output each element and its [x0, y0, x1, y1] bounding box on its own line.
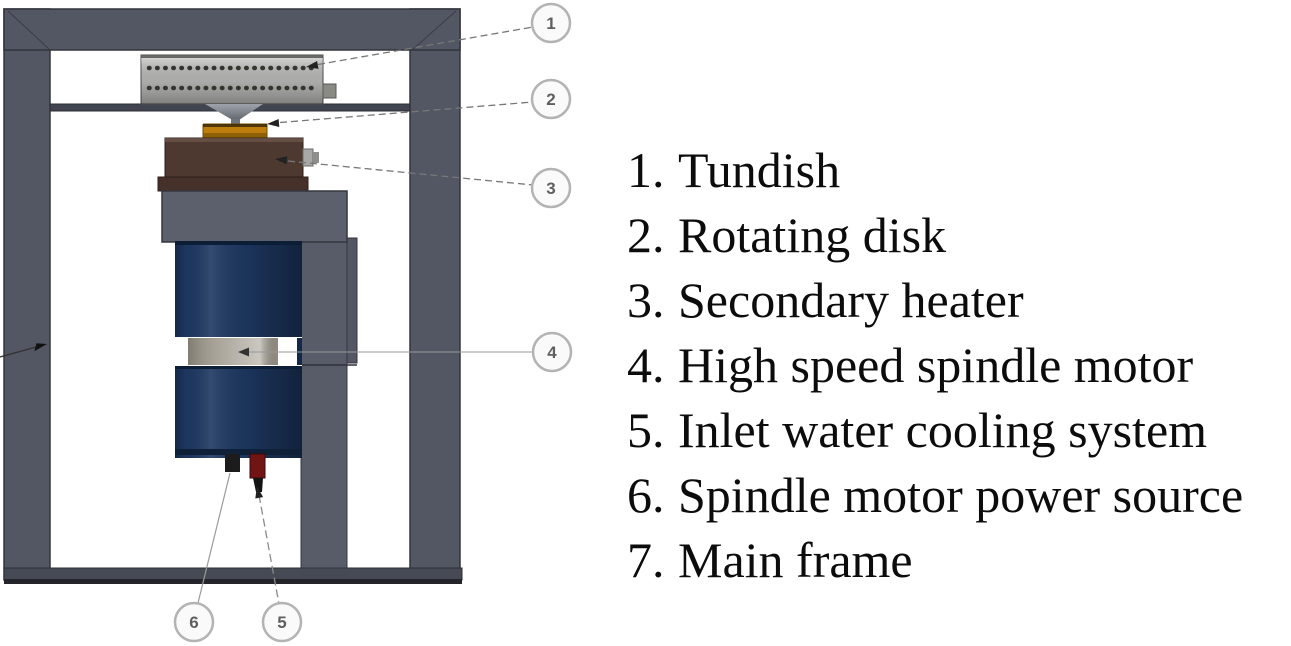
legend-item-label: Spindle motor power source	[678, 467, 1244, 523]
legend-item-label: Main frame	[678, 532, 913, 588]
main-frame-bottom-bar	[4, 568, 462, 580]
secondary-heater	[158, 138, 319, 191]
legend-item-secondary-heater	[627, 268, 1243, 333]
legend-item-tundish	[627, 138, 1243, 203]
callout-number-4: 4	[547, 343, 557, 362]
legend-item-label: Tundish	[678, 142, 841, 198]
motor-connectors	[225, 454, 265, 492]
secondary-heater-flange	[158, 177, 308, 191]
main-frame-left-post	[4, 9, 50, 580]
legend-list	[627, 138, 1243, 593]
heater-fitting-tip	[313, 152, 319, 163]
mounting-bracket	[162, 191, 347, 242]
callout-number-3: 3	[546, 179, 556, 198]
main-frame-top-bar	[4, 9, 460, 50]
spindle-motor-lower-shading	[175, 366, 302, 458]
spindle-motor-top-edge	[175, 241, 302, 245]
main-frame-bottom-shadow	[4, 579, 462, 584]
power-connector	[225, 454, 240, 472]
legend-item-number: 6.	[627, 467, 665, 523]
legend-item-rotating-disk	[627, 203, 1243, 268]
legend-item-number: 3.	[627, 272, 665, 328]
legend-item-label: Secondary heater	[678, 272, 1024, 328]
leader-arrow-2	[267, 119, 279, 127]
main-frame-right-post	[410, 9, 460, 580]
legend-item-number: 1.	[627, 142, 665, 198]
tundish	[141, 55, 336, 104]
tundish-outlet-tab	[323, 84, 336, 98]
legend-item-power-source	[627, 463, 1243, 528]
legend-item-label: Inlet water cooling system	[678, 402, 1208, 458]
legend-item-number: 2.	[627, 207, 665, 263]
cooling-inlet-connector	[250, 454, 265, 478]
spindle-motor-upper-shading	[175, 241, 302, 337]
high-speed-spindle-motor	[175, 241, 302, 458]
legend-item-label: High speed spindle motor	[678, 337, 1194, 393]
callout-number-2: 2	[546, 90, 556, 109]
callout-number-5: 5	[277, 613, 287, 632]
callout-number-1: 1	[546, 14, 556, 33]
callout-number-6: 6	[189, 613, 199, 632]
tundish-shading	[141, 55, 323, 104]
leader-line-5	[259, 495, 279, 604]
rotating-disk	[203, 124, 267, 138]
rotating-disk-bottom-shade	[203, 133, 267, 138]
legend-item-number: 4.	[627, 337, 665, 393]
legend-item-number: 5.	[627, 402, 665, 458]
tundish-top-edge	[141, 55, 323, 58]
support-column	[301, 242, 347, 568]
spindle-motor-lower-top-edge	[175, 366, 302, 369]
legend-item-label: Rotating disk	[678, 207, 947, 263]
melt-spinner-diagram	[0, 0, 580, 646]
legend-item-main-frame	[627, 528, 1243, 593]
legend-item-spindle-motor	[627, 333, 1243, 398]
secondary-heater-top-edge	[165, 138, 303, 142]
legend-item-water-cooling	[627, 398, 1243, 463]
legend-item-number: 7.	[627, 532, 665, 588]
rotating-disk-top-edge	[203, 124, 267, 127]
pour-funnel	[205, 104, 263, 125]
